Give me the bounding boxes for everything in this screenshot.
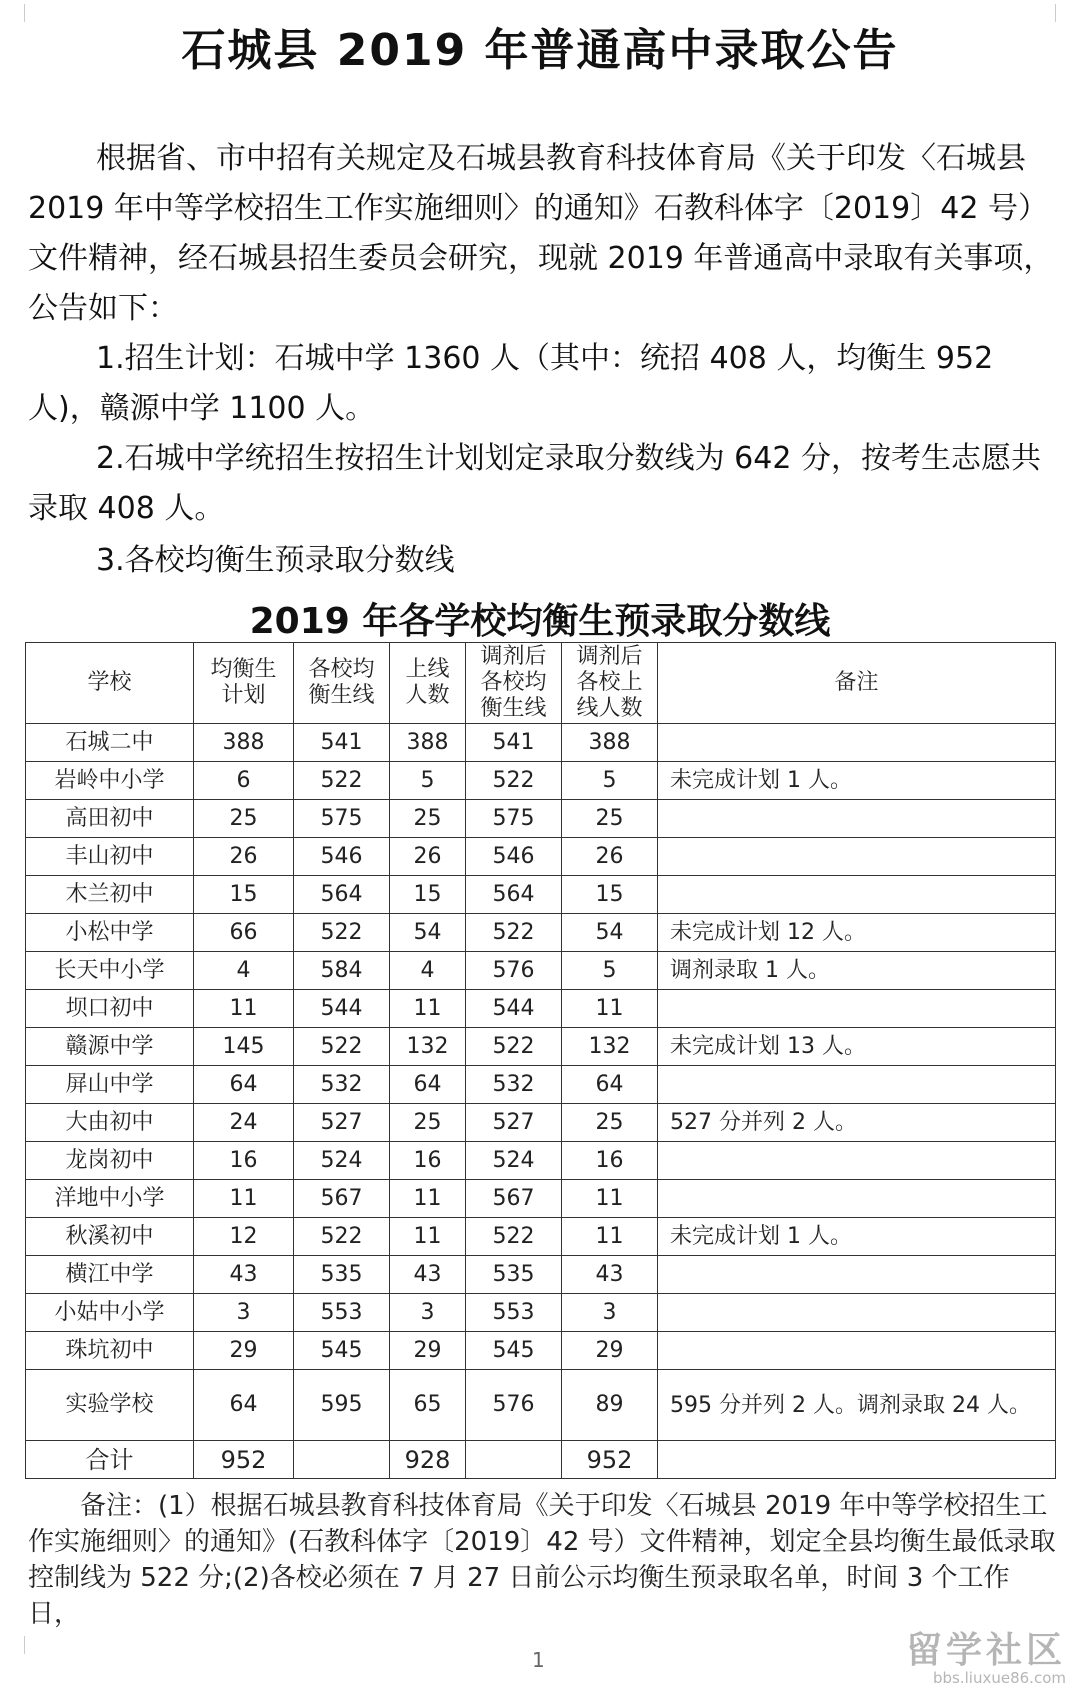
table-row <box>26 762 1056 800</box>
cell-note <box>658 1066 1056 1104</box>
cell-plan: 12 <box>194 1218 294 1256</box>
cell-note: 调剂录取 1 人。 <box>658 952 1056 990</box>
header-plan-text: 均衡生计划 <box>210 657 277 708</box>
cell-note <box>658 990 1056 1028</box>
cell-count: 11 <box>390 990 466 1028</box>
cell-count: 11 <box>390 1218 466 1256</box>
table-row <box>26 1294 1056 1332</box>
cell-adjusted-count: 3 <box>562 1294 658 1332</box>
cell-plan: 11 <box>194 1180 294 1218</box>
cell-school: 坝口初中 <box>26 990 194 1028</box>
cell-count: 4 <box>390 952 466 990</box>
cell-count: 43 <box>390 1256 466 1294</box>
cell-adjusted-count: 25 <box>562 1104 658 1142</box>
total-cell-plan: 952 <box>194 1441 294 1479</box>
crop-mark-bottom-left <box>6 1636 25 1654</box>
cell-school: 洋地中小学 <box>26 1180 194 1218</box>
cell-adjusted-count: 11 <box>562 1218 658 1256</box>
cell-adjusted-count: 5 <box>562 762 658 800</box>
table-title: 2019 年各学校均衡生预录取分数线 <box>249 601 831 642</box>
table-row <box>26 1332 1056 1370</box>
header-adjusted-count-text: 调剂后各校上线人数 <box>576 644 643 721</box>
cell-adjusted-line: 522 <box>466 1218 562 1256</box>
cell-adjusted-line: 564 <box>466 876 562 914</box>
cell-adjusted-count: 43 <box>562 1256 658 1294</box>
cell-plan: 4 <box>194 952 294 990</box>
cell-note <box>658 800 1056 838</box>
cell-line: 522 <box>294 1028 390 1066</box>
cell-plan: 26 <box>194 838 294 876</box>
cell-count: 3 <box>390 1294 466 1332</box>
cell-adjusted-line: 544 <box>466 990 562 1028</box>
cell-adjusted-count: 29 <box>562 1332 658 1370</box>
cell-count: 15 <box>390 876 466 914</box>
cell-adjusted-count: 11 <box>562 1180 658 1218</box>
table-row <box>26 800 1056 838</box>
balanced-students-heading: 3.各校均衡生预录取分数线 <box>96 543 455 578</box>
header-count-text: 上线人数 <box>405 657 450 708</box>
cell-school: 小松中学 <box>26 914 194 952</box>
cell-count: 29 <box>390 1332 466 1370</box>
cell-school: 珠坑初中 <box>26 1332 194 1370</box>
cell-line: 544 <box>294 990 390 1028</box>
cell-plan: 24 <box>194 1104 294 1142</box>
cell-adjusted-count: 132 <box>562 1028 658 1066</box>
cell-school: 丰山初中 <box>26 838 194 876</box>
cell-plan: 15 <box>194 876 294 914</box>
cell-count: 64 <box>390 1066 466 1104</box>
cell-adjusted-line: 522 <box>466 914 562 952</box>
cell-adjusted-count: 5 <box>562 952 658 990</box>
cell-adjusted-count: 64 <box>562 1066 658 1104</box>
cell-adjusted-count: 16 <box>562 1142 658 1180</box>
cell-line: 546 <box>294 838 390 876</box>
watermark-logo <box>906 1632 1066 1687</box>
cell-adjusted-count: 25 <box>562 800 658 838</box>
cell-count: 65 <box>390 1370 466 1441</box>
cell-plan: 66 <box>194 914 294 952</box>
cell-school: 横江中学 <box>26 1256 194 1294</box>
cell-school: 小姑中小学 <box>26 1294 194 1332</box>
cell-school: 屏山中学 <box>26 1066 194 1104</box>
total-cell-line <box>294 1441 390 1479</box>
cell-school: 高田初中 <box>26 800 194 838</box>
cell-plan: 25 <box>194 800 294 838</box>
cell-school: 龙岗初中 <box>26 1142 194 1180</box>
table-row <box>26 1256 1056 1294</box>
cell-adjusted-line: 553 <box>466 1294 562 1332</box>
cell-adjusted-line: 576 <box>466 952 562 990</box>
header-line-text: 各校均衡生线 <box>308 657 375 708</box>
cell-note: 未完成计划 12 人。 <box>658 914 1056 952</box>
cell-count: 54 <box>390 914 466 952</box>
enrollment-plan-paragraph: 1.招生计划：石城中学 1360 人（其中：统招 408 人，均衡生 952 人)，赣源中学 1100 人。 <box>28 341 994 426</box>
cell-line: 553 <box>294 1294 390 1332</box>
table-total-row <box>26 1441 1056 1479</box>
cell-line: 564 <box>294 876 390 914</box>
header-count <box>390 643 466 724</box>
cell-adjusted-line: 545 <box>466 1332 562 1370</box>
intro-paragraph: 根据省、市中招有关规定及石城县教育科技体育局《关于印发〈石城县 2019 年中等学校招生工作实施细则〉的通知》石教科体字〔2019〕42 号）文件精神，经石城县招生委员会研究，现就 2019 年普通高中录取有关事项，公告如下： <box>28 141 1054 326</box>
cell-count: 16 <box>390 1142 466 1180</box>
cell-school: 长天中小学 <box>26 952 194 990</box>
cell-plan: 6 <box>194 762 294 800</box>
cell-note <box>658 724 1056 762</box>
cell-plan: 43 <box>194 1256 294 1294</box>
cell-line: 595 <box>294 1370 390 1441</box>
cell-count: 11 <box>390 1180 466 1218</box>
header-line <box>294 643 390 724</box>
cell-school: 秋溪初中 <box>26 1218 194 1256</box>
cell-school: 石城二中 <box>26 724 194 762</box>
cell-note <box>658 1256 1056 1294</box>
cell-plan: 3 <box>194 1294 294 1332</box>
cell-count: 5 <box>390 762 466 800</box>
cell-note: 未完成计划 1 人。 <box>658 1218 1056 1256</box>
cell-adjusted-count: 26 <box>562 838 658 876</box>
cell-note: 527 分并列 2 人。 <box>658 1104 1056 1142</box>
total-cell-school: 合计 <box>26 1441 194 1479</box>
cell-plan: 388 <box>194 724 294 762</box>
header-adjusted-line <box>466 643 562 724</box>
cell-adjusted-count: 388 <box>562 724 658 762</box>
cell-line: 575 <box>294 800 390 838</box>
cell-adjusted-line: 524 <box>466 1142 562 1180</box>
cell-adjusted-line: 522 <box>466 1028 562 1066</box>
cell-note: 未完成计划 13 人。 <box>658 1028 1056 1066</box>
cell-adjusted-line: 522 <box>466 762 562 800</box>
cell-plan: 145 <box>194 1028 294 1066</box>
total-cell-adjusted-count: 952 <box>562 1441 658 1479</box>
cell-note <box>658 1332 1056 1370</box>
cell-adjusted-count: 54 <box>562 914 658 952</box>
cell-note <box>658 1142 1056 1180</box>
cell-note <box>658 1294 1056 1332</box>
cell-adjusted-line: 532 <box>466 1066 562 1104</box>
cell-adjusted-count: 89 <box>562 1370 658 1441</box>
cell-count: 25 <box>390 800 466 838</box>
cell-plan: 64 <box>194 1066 294 1104</box>
cell-line: 541 <box>294 724 390 762</box>
cell-note <box>658 1180 1056 1218</box>
cell-line: 532 <box>294 1066 390 1104</box>
table-row <box>26 1218 1056 1256</box>
table-row <box>26 1066 1056 1104</box>
header-school: 学校 <box>26 643 194 724</box>
cell-line: 545 <box>294 1332 390 1370</box>
header-adjusted-count <box>562 643 658 724</box>
cell-adjusted-line: 576 <box>466 1370 562 1441</box>
table-header-row <box>26 643 1056 724</box>
total-cell-adjusted-line <box>466 1441 562 1479</box>
cell-line: 567 <box>294 1180 390 1218</box>
cell-count: 25 <box>390 1104 466 1142</box>
cell-line: 584 <box>294 952 390 990</box>
table-row <box>26 876 1056 914</box>
cell-adjusted-line: 546 <box>466 838 562 876</box>
cell-line: 524 <box>294 1142 390 1180</box>
cell-adjusted-line: 527 <box>466 1104 562 1142</box>
table-row <box>26 724 1056 762</box>
table-row <box>26 1370 1056 1441</box>
cell-line: 522 <box>294 914 390 952</box>
header-note: 备注 <box>658 643 1056 724</box>
cell-school: 实验学校 <box>26 1370 194 1441</box>
cell-adjusted-line: 575 <box>466 800 562 838</box>
cell-count: 26 <box>390 838 466 876</box>
cell-plan: 16 <box>194 1142 294 1180</box>
cell-plan: 29 <box>194 1332 294 1370</box>
table-row <box>26 1180 1056 1218</box>
total-cell-note <box>658 1441 1056 1479</box>
cell-school: 大由初中 <box>26 1104 194 1142</box>
cell-note: 未完成计划 1 人。 <box>658 762 1056 800</box>
watermark-main-text: 留学社区 <box>905 1630 1066 1671</box>
cell-adjusted-count: 11 <box>562 990 658 1028</box>
cell-adjusted-count: 15 <box>562 876 658 914</box>
cell-adjusted-line: 541 <box>466 724 562 762</box>
cell-line: 527 <box>294 1104 390 1142</box>
cell-plan: 11 <box>194 990 294 1028</box>
cell-school: 岩岭中小学 <box>26 762 194 800</box>
cell-line: 522 <box>294 1218 390 1256</box>
header-plan <box>194 643 294 724</box>
table-row <box>26 1142 1056 1180</box>
cell-line: 522 <box>294 762 390 800</box>
cell-adjusted-line: 535 <box>466 1256 562 1294</box>
table-row <box>26 990 1056 1028</box>
page-title: 石城县 2019 年普通高中录取公告 <box>181 25 899 76</box>
total-cell-count: 928 <box>390 1441 466 1479</box>
table-row <box>26 838 1056 876</box>
footnote: 备注：(1）根据石城县教育科技体育局《关于印发〈石城县 2019 年中等学校招生工作实施细则〉的通知》(石教科体字〔2019〕42 号）文件精神，划定全县均衡生最低录取控制线为 522 分;(2)各校必须在 7 月 27 日前公示均衡生预录取名单，时间 3 个工作日， <box>28 1491 1056 1629</box>
watermark-url-text: bbs.liuxue86.com <box>933 1669 1066 1687</box>
cell-note: 595 分并列 2 人。调剂录取 24 人。 <box>658 1370 1056 1441</box>
cell-school: 木兰初中 <box>26 876 194 914</box>
cell-count: 132 <box>390 1028 466 1066</box>
table-row <box>26 952 1056 990</box>
cell-school: 赣源中学 <box>26 1028 194 1066</box>
table-row <box>26 914 1056 952</box>
cell-count: 388 <box>390 724 466 762</box>
header-adjusted-line-text: 调剂后各校均衡生线 <box>480 644 547 721</box>
cell-line: 535 <box>294 1256 390 1294</box>
page-number: 1 <box>532 1648 545 1672</box>
cell-note <box>658 838 1056 876</box>
table-row <box>26 1028 1056 1066</box>
cell-note <box>658 876 1056 914</box>
score-table <box>25 642 1056 1479</box>
cell-plan: 64 <box>194 1370 294 1441</box>
cutoff-score-paragraph: 2.石城中学统招生按招生计划划定录取分数线为 642 分，按考生志愿共录取 408 人。 <box>28 441 1041 526</box>
cell-adjusted-line: 567 <box>466 1180 562 1218</box>
table-row <box>26 1104 1056 1142</box>
